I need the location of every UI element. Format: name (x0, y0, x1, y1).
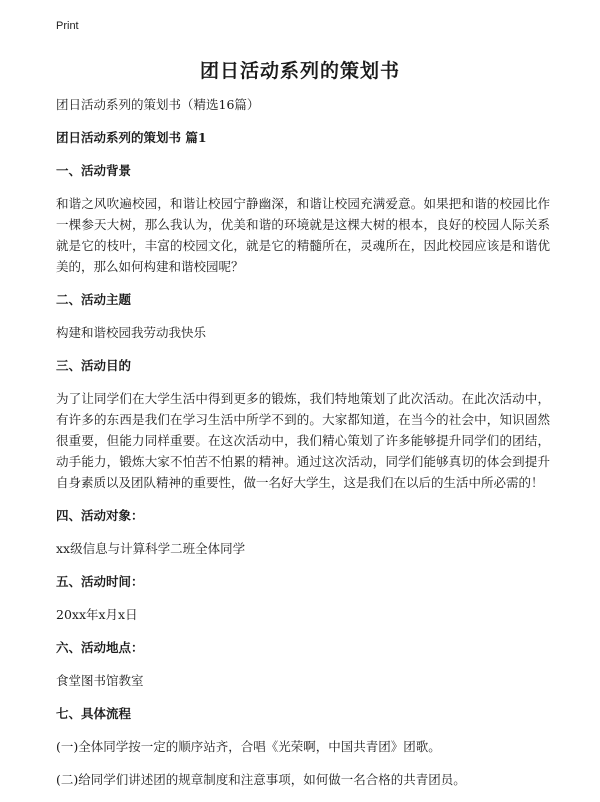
page-title: 团日活动系列的策划书 (199, 60, 400, 82)
time-heading: 五、活动时间： (56, 574, 144, 589)
target-heading: 四、活动对象： (56, 508, 144, 523)
purpose-paragraph: 为了让同学们在大学生活中得到更多的锻炼，我们特地策划了此次活动。在此次活动中，有许多的东西是我们在学习生活中所学不到的。大家都知道，在当今的社会中，知识固然很重要，但能力同样重要。在这次活动中，我们精心策划了许多能够提升同学们的团结，动手能力，锻炼大家不怕苦不怕累的精神。通过这次活动，同学们能够真切的体会到提升自身素质以及团队精神的重要性，做一名好大学生，这是我们在以后的生活中所必需的！ (56, 391, 550, 490)
time-paragraph: 20xx年x月x日 (56, 607, 138, 622)
background-heading: 一、活动背景 (56, 163, 132, 178)
target-paragraph: xx级信息与计算科学二班全体同学 (56, 541, 246, 556)
place-heading: 六、活动地点： (56, 640, 144, 655)
document-subtitle: 团日活动系列的策划书（精选16篇） (56, 97, 260, 112)
theme-paragraph: 构建和谐校园我劳动我快乐 (56, 325, 207, 340)
background-paragraph: 和谐之风吹遍校园，和谐让校园宁静幽深，和谐让校园充满爱意。如果把和谐的校园比作一棵参天大树，那么我认为，优美和谐的环境就是这棵大树的根本，良好的校园人际关系就是它的枝叶，丰富的校园文化，就是它的精髓所在，灵魂所在，因此校园应该是和谐优美的，那么如何构建和谐校园呢？ (56, 196, 550, 274)
process-heading: 七、具体流程 (56, 706, 132, 721)
print-link[interactable]: Print (56, 20, 79, 32)
theme-heading: 二、活动主题 (56, 292, 132, 307)
place-paragraph: 食堂图书馆教室 (56, 673, 144, 688)
section-title: 团日活动系列的策划书 篇1 (56, 130, 207, 145)
process-step-2: (二)给同学们讲述团的规章制度和注意事项，如何做一名合格的共青团员。 (56, 772, 466, 787)
purpose-heading: 三、活动目的 (56, 358, 132, 373)
process-step-1: (一)全体同学按一定的顺序站齐，合唱《光荣啊，中国共青团》团歌。 (56, 739, 441, 754)
document-body (56, 94, 550, 802)
